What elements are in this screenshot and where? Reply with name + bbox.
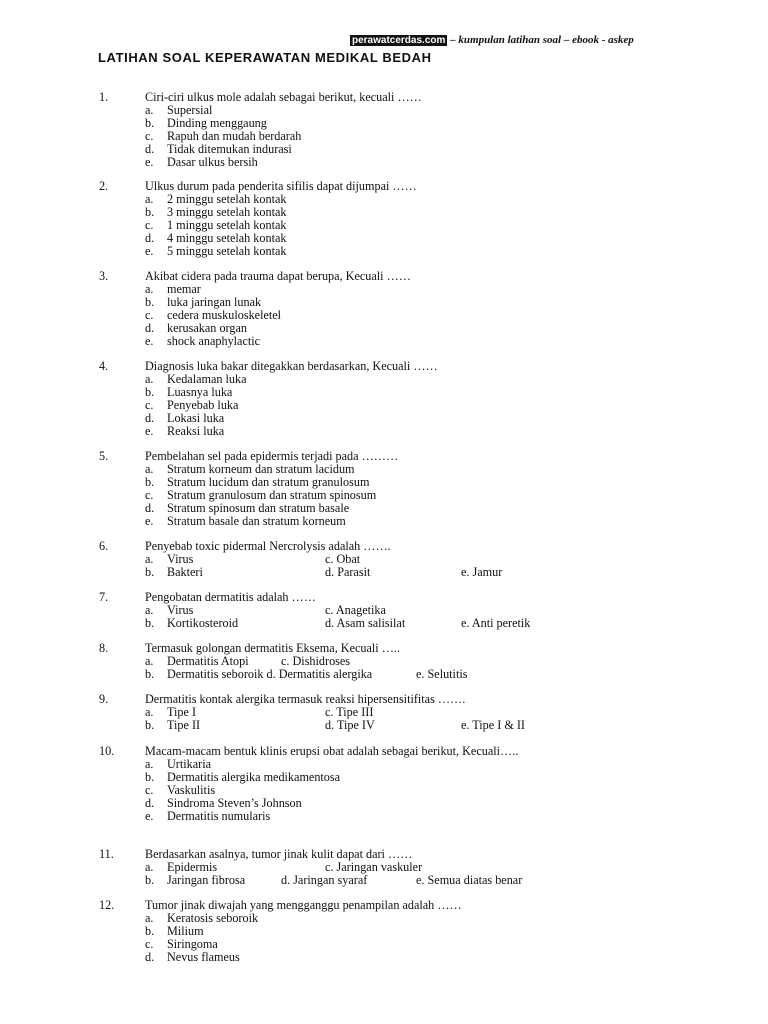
question-9 [0,693,768,732]
option-b: b. Dermatitis alergika medikamentosa [145,770,341,784]
option-row-2: b. Jaringan fibrosa d. Jaringan syaraf e. Semua diatas benar [145,873,523,887]
option-d: d. Tidak ditemukan indurasi [145,142,292,156]
option-e: e. Reaksi luka [145,424,225,438]
question-text: Berdasarkan asalnya, tumor jinak kulit dapat dari …… [145,847,413,861]
option-c: c. 1 minggu setelah kontak [145,218,287,232]
option-c: c. cedera muskuloskeletel [145,308,282,322]
option-d: d. 4 minggu setelah kontak [145,231,287,245]
question-text: Dermatitis kontak alergika termasuk reaksi hipersensitifitas ……. [145,692,466,706]
question-number: 9. [99,692,109,706]
option-row-2: b. Bakteri d. Parasit e. Jamur [145,565,503,579]
question-number: 12. [99,898,115,912]
option-e: e. 5 minggu setelah kontak [145,244,287,258]
option-row-1: a. Epidermis c. Jaringan vaskuler [145,860,423,874]
option-d: d. kerusakan organ [145,321,247,335]
question-10 [0,745,768,823]
option-row-1: a. Tipe I c. Tipe III [145,705,374,719]
option-row-2: b. Dermatitis seboroik d. Dermatitis alergika e. Selutitis [145,667,468,681]
question-number: 7. [99,590,109,604]
question-number: 4. [99,359,109,373]
question-3 [0,270,768,348]
question-4 [0,360,768,438]
option-e: e. Dermatitis numularis [145,809,271,823]
question-number: 6. [99,539,109,553]
option-b: b. 3 minggu setelah kontak [145,205,287,219]
question-number: 5. [99,449,109,463]
question-text: Diagnosis luka bakar ditegakkan berdasarkan, Kecuali …… [145,359,438,373]
question-number: 10. [99,744,115,758]
question-number: 2. [99,179,109,193]
question-number: 1. [99,90,109,104]
option-b: b. Milium [145,924,204,938]
question-text: Tumor jinak diwajah yang mengganggu penampilan adalah …… [145,898,462,912]
option-c: c. Vaskulitis [145,783,216,797]
option-b: b. Stratum lucidum dan stratum granulosum [145,475,370,489]
question-number: 3. [99,269,109,283]
site-logo[interactable]: perawatcerdas.com [352,35,446,46]
question-6 [0,540,768,579]
option-e: e. Dasar ulkus bersih [145,155,258,169]
option-c: c. Penyebab luka [145,398,239,412]
option-e: e. Stratum basale dan stratum korneum [145,514,346,528]
option-b: b. Luasnya luka [145,385,233,399]
question-text: Ulkus durum pada penderita sifilis dapat dijumpai …… [145,179,417,193]
question-number: 8. [99,641,109,655]
option-a: a. Keratosis seboroik [145,911,259,925]
site-tagline: – kumpulan latihan soal – ebook - askep [447,34,634,46]
question-text: Pembelahan sel pada epidermis terjadi pada ……… [145,449,399,463]
question-text: Penyebab toxic pidermal Nercrolysis adalah ……. [145,539,391,553]
option-a: a. memar [145,282,201,296]
question-5 [0,450,768,528]
option-e: e. shock anaphylactic [145,334,261,348]
question-text: Pengobatan dermatitis adalah …… [145,590,316,604]
option-a: a. Kedalaman luka [145,372,247,386]
option-row-2: b. Kortikosteroid d. Asam salisilat e. Anti peretik [145,616,531,630]
option-b: b. luka jaringan lunak [145,295,262,309]
option-row-1: a. Dermatitis Atopi c. Dishidroses [145,654,351,668]
option-d: d. Lokasi luka [145,411,225,425]
option-d: d. Nevus flameus [145,950,240,964]
question-text: Termasuk golongan dermatitis Eksema, Kecuali ….. [145,641,401,655]
option-a: a. Urtikaria [145,757,211,771]
question-11 [0,848,768,887]
question-text: Akibat cidera pada trauma dapat berupa, Kecuali …… [145,269,411,283]
question-text: Ciri-ciri ulkus mole adalah sebagai berikut, kecuali …… [145,90,422,104]
question-12 [0,899,768,964]
option-c: c. Rapuh dan mudah berdarah [145,129,302,143]
option-row-1: a. Virus c. Obat [145,552,361,566]
question-1 [0,91,768,169]
site-header [350,34,634,46]
option-d: d. Sindroma Steven’s Johnson [145,796,302,810]
question-number: 11. [99,847,114,861]
option-a: a. 2 minggu setelah kontak [145,192,287,206]
question-2 [0,180,768,258]
page-title: LATIHAN SOAL KEPERAWATAN MEDIKAL BEDAH [98,50,432,65]
option-a: a. Supersial [145,103,213,117]
question-8 [0,642,768,681]
option-d: d. Stratum spinosum dan stratum basale [145,501,350,515]
option-row-2: b. Tipe II d. Tipe IV e. Tipe I & II [145,718,525,732]
question-text: Macam-macam bentuk klinis erupsi obat adalah sebagai berikut, Kecuali….. [145,744,519,758]
option-b: b. Dinding menggaung [145,116,267,130]
option-c: c. Stratum granulosum dan stratum spinosum [145,488,377,502]
option-c: c. Siringoma [145,937,218,951]
option-row-1: a. Virus c. Anagetika [145,603,386,617]
option-a: a. Stratum korneum dan stratum lacidum [145,462,355,476]
question-7 [0,591,768,630]
